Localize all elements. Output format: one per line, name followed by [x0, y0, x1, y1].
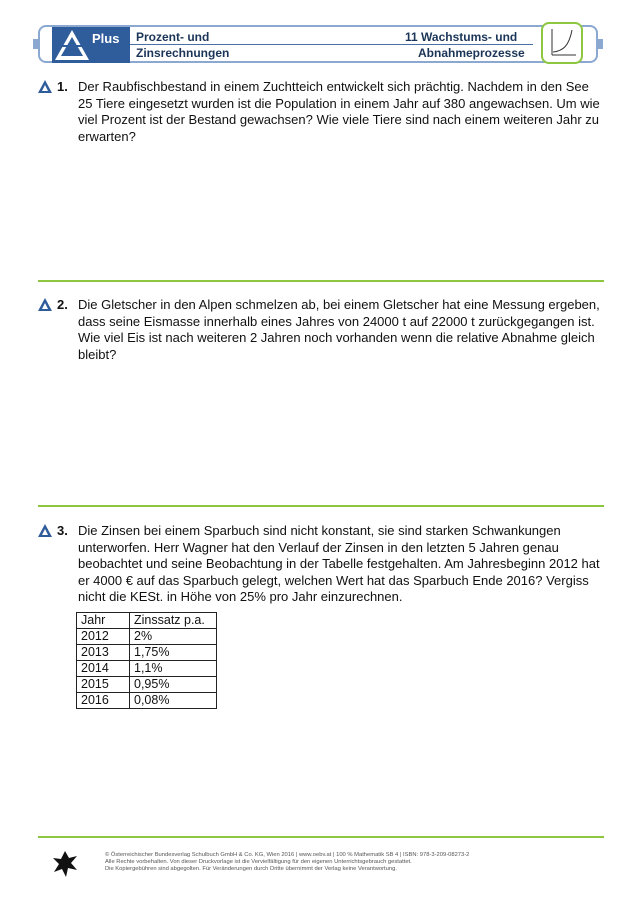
- table-cell: 2%: [130, 629, 217, 645]
- table-row: [77, 645, 217, 661]
- footer-copyright: © Österreichischer Bundesverlag Schulbuch GmbH & Co. KG, Wien 2016 | www.oebv.at | 100 % Mathematik SB 4 | ISBN: 978-3-209-08273-2: [105, 852, 470, 858]
- logo-text: Plus: [92, 31, 120, 46]
- task-number: 3.: [57, 523, 68, 538]
- table-row: [77, 629, 217, 645]
- table-cell: 2016: [77, 693, 130, 709]
- footer-disclaimer: Die Kopiergebühren sind abgegolten. Für Veränderungen durch Dritte übernimmt der Verlag keine Verantwortung.: [105, 866, 397, 872]
- topic-title-line1: Prozent- und: [136, 30, 210, 44]
- table-cell: 1,1%: [130, 661, 217, 677]
- table-cell: 1,75%: [130, 645, 217, 661]
- table-header-row: [77, 613, 217, 629]
- table-header-cell: Jahr: [77, 613, 130, 629]
- footer-rights: Alle Rechte vorbehalten. Von dieser Druckvorlage ist die Vervielfältigung für den eigenen Unterrichtsgebrauch gestattet.: [105, 859, 412, 865]
- interest-rate-table: [76, 612, 217, 709]
- table-cell: 2014: [77, 661, 130, 677]
- plus-logo: [52, 27, 130, 63]
- header-divider: [128, 44, 533, 45]
- triangle-level-icon: [38, 80, 52, 93]
- table-row: [77, 693, 217, 709]
- task-number: 1.: [57, 79, 68, 94]
- table-header-cell: Zinssatz p.a.: [130, 613, 217, 629]
- publisher-logo-icon: [52, 850, 78, 878]
- table-cell: 0,95%: [130, 677, 217, 693]
- table-cell: 2013: [77, 645, 130, 661]
- task-text: Die Gletscher in den Alpen schmelzen ab, bei einem Gletscher hat eine Messung ergeben, dass seine Eismasse innerhalb eines Jahres von 24000 t auf 22000 t zurückgegangen ist. Wie viel Eis ist nach weiteren 2 Jahren noch vorhanden wenn die relative Abnahme gleich bleibt?: [78, 297, 600, 362]
- chapter-title-line2: Abnahmeprozesse: [418, 46, 525, 60]
- section-divider: [38, 280, 604, 282]
- topic-title-line2: Zinsrechnungen: [136, 46, 230, 60]
- table-cell: 2015: [77, 677, 130, 693]
- chapter-title-line1: 11 Wachstums- und: [405, 30, 518, 44]
- task-text: Der Raubfischbestand in einem Zuchtteich entwickelt sich prächtig. Nachdem in den See 25 Tiere eingesetzt wurden ist die Population in einem Jahr auf 380 angewachsen. Um wie viel Prozent ist der Bestand gewachsen? Wie viele Tiere sind nach einem weiteren Jahr zu erwarten?: [78, 79, 600, 144]
- task-text: Die Zinsen bei einem Sparbuch sind nicht konstant, sie sind starken Schwankungen unterworfen. Herr Wagner hat den Verlauf der Zinsen in den letzten 5 Jahren genau beobachtet und seine Beobachtung in der Tabelle festgehalten. Am Jahresbeginn 2012 hat er 4000 € auf das Sparbuch gelegt, welchen Wert hat das Sparbuch Ende 2016? Vergiss nicht die KESt. in Höhe von 25% pro Jahr einzurechnen.: [78, 523, 600, 604]
- section-divider: [38, 836, 604, 838]
- logo-triangle-icon: [52, 27, 92, 63]
- triangle-level-icon: [38, 524, 52, 537]
- table-cell: 0,08%: [130, 693, 217, 709]
- table-row: [77, 661, 217, 677]
- section-divider: [38, 505, 604, 507]
- task-number: 2.: [57, 297, 68, 312]
- table-cell: 2012: [77, 629, 130, 645]
- triangle-level-icon: [38, 298, 52, 311]
- growth-graph-icon: [541, 22, 583, 64]
- table-row: [77, 677, 217, 693]
